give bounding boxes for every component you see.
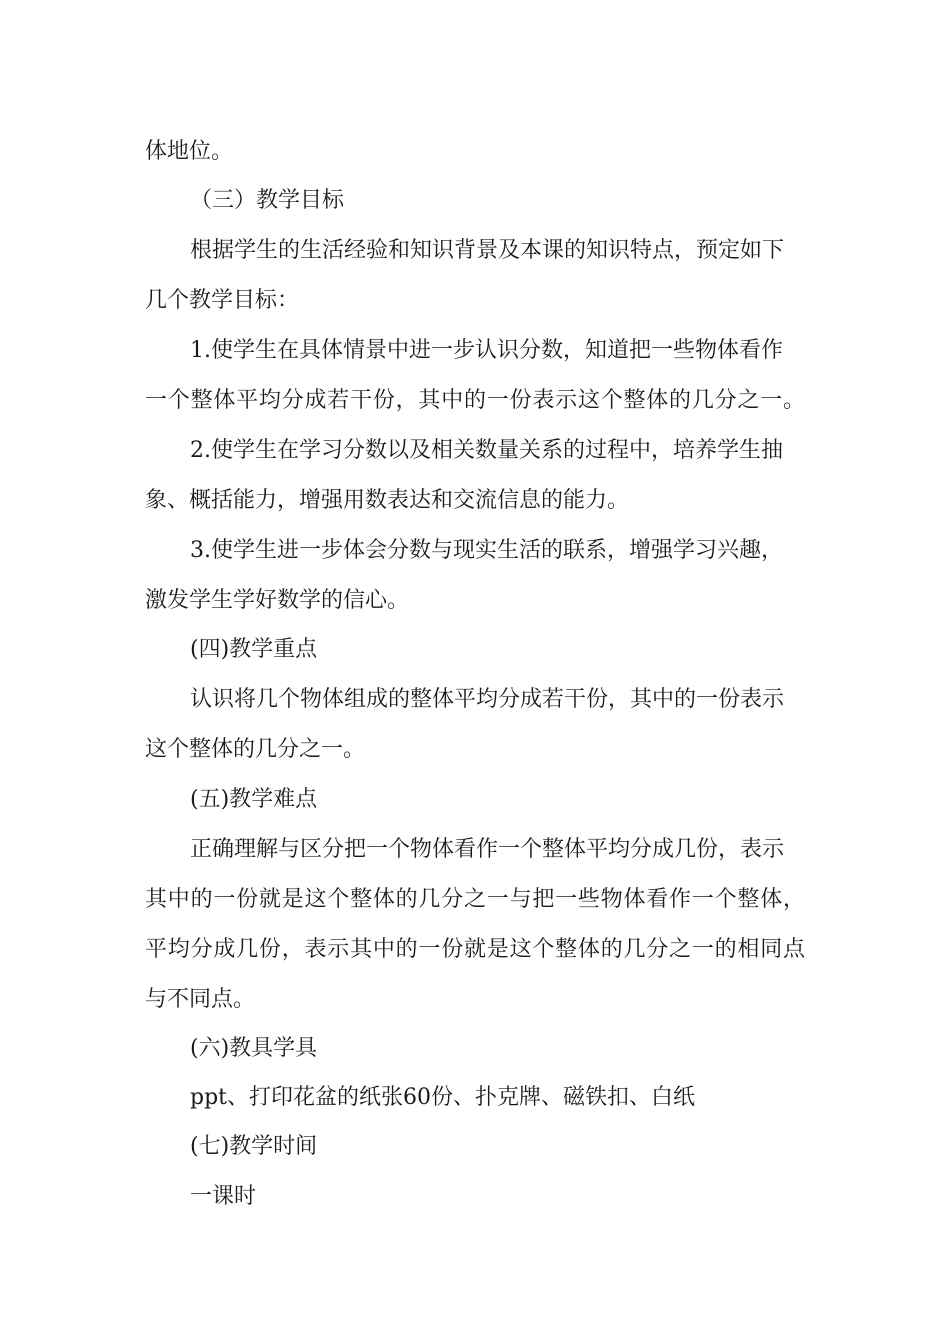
paragraph-line: 平均分成几份，表示其中的一份就是这个整体的几分之一的相同点 — [145, 937, 805, 962]
paragraph-line: 体地位。 — [145, 139, 234, 164]
section-heading-objectives: （三）教学目标 — [190, 188, 345, 213]
list-item-3: 3.使学生进一步体会分数与现实生活的联系，增强学习兴趣， — [190, 538, 783, 563]
list-item-1: 1.使学生在具体情景中进一步认识分数，知道把一些物体看作 — [190, 338, 783, 363]
paragraph-line: 根据学生的生活经验和知识背景及本课的知识特点，预定如下 — [190, 238, 785, 263]
paragraph-line: 与不同点。 — [145, 987, 256, 1012]
paragraph-line: 一个整体平均分成若干份，其中的一份表示这个整体的几分之一。 — [145, 388, 805, 413]
section-heading-materials: (六)教具学具 — [190, 1036, 318, 1061]
paragraph-line: 正确理解与区分把一个物体看作一个整体平均分成几份，表示 — [190, 837, 785, 862]
section-heading-difficulties: (五)教学难点 — [190, 787, 318, 812]
section-heading-time: (七)教学时间 — [190, 1134, 318, 1159]
paragraph-line: 激发学生学好数学的信心。 — [145, 588, 410, 613]
paragraph-line: 其中的一份就是这个整体的几分之一与把一些物体看作一个整体， — [145, 887, 805, 912]
paragraph-line: 象、概括能力，增强用数表达和交流信息的能力。 — [145, 488, 630, 513]
paragraph-line: 这个整体的几分之一。 — [145, 737, 366, 762]
list-item-2: 2.使学生在学习分数以及相关数量关系的过程中，培养学生抽 — [190, 438, 783, 463]
teaching-time-value: 一课时 — [190, 1184, 257, 1209]
paragraph-line: 认识将几个物体组成的整体平均分成若干份，其中的一份表示 — [190, 687, 785, 712]
section-heading-key-points: (四)教学重点 — [190, 637, 318, 662]
materials-list: ppt、打印花盆的纸张60份、扑克牌、磁铁扣、白纸 — [190, 1085, 696, 1110]
paragraph-line: 几个教学目标： — [145, 288, 300, 313]
